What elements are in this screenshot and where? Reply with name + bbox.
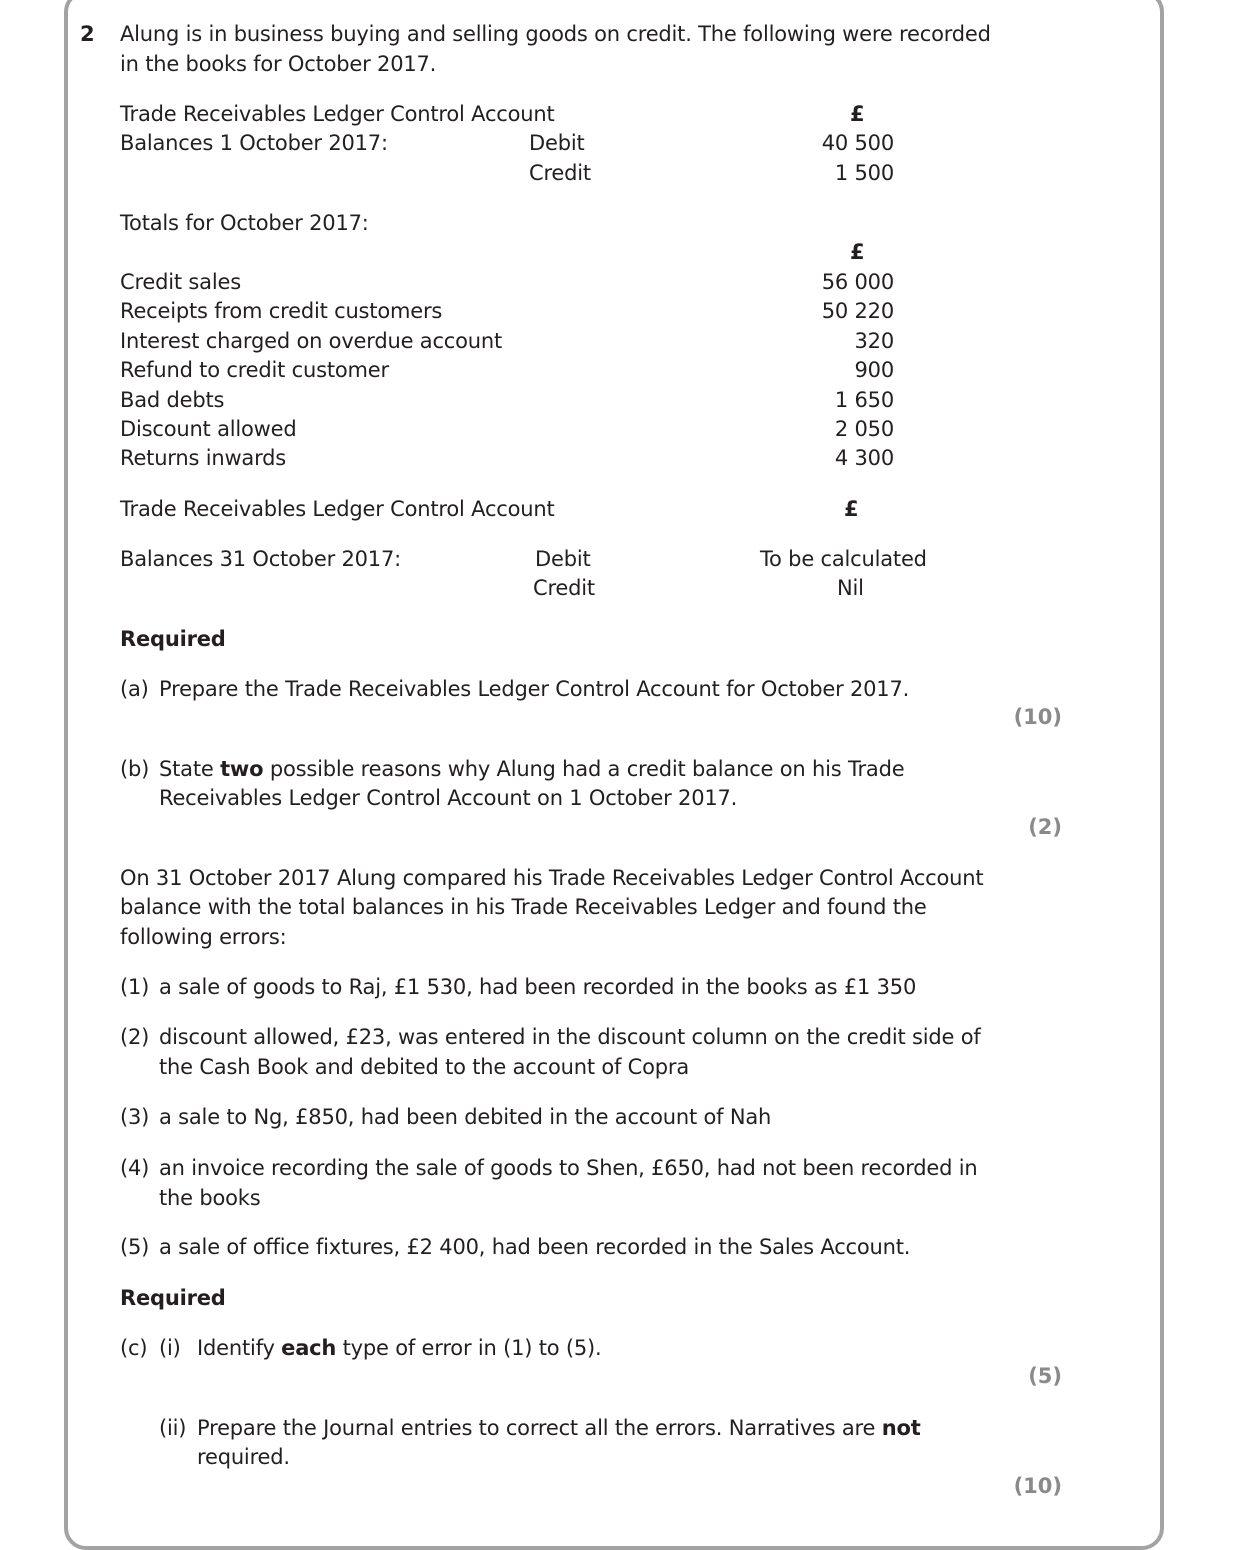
totals-item-label: Interest charged on overdue account <box>120 328 503 353</box>
opening-credit-label: Credit <box>529 161 591 185</box>
totals-item-value: 56 000 <box>821 270 894 294</box>
part-c-ii-marks: (10) <box>1013 1474 1062 1498</box>
totals-item-label: Bad debts <box>120 387 225 412</box>
closing-credit-value: Nil <box>837 576 864 600</box>
part-c-i-pre: Identify <box>197 1336 282 1360</box>
part-c-i-text <box>197 1335 602 1361</box>
question-number: 2 <box>80 22 95 46</box>
intro-line-1: Alung is in business buying and selling goods on credit. The following were recorded <box>120 22 991 46</box>
opening-label: Balances 1 October 2017: <box>120 131 388 155</box>
opening-credit-value: 1 500 <box>834 161 894 185</box>
totals-item-value: 320 <box>854 328 894 353</box>
part-c-i-post: type of error in (1) to (5). <box>336 1336 602 1360</box>
totals-item-label: Receipts from credit customers <box>120 299 443 324</box>
error-text: an invoice recording the sale of goods to Shen, £650, had not been recorded in <box>159 1156 978 1180</box>
part-b-label: (b) <box>120 757 150 781</box>
required-heading-1: Required <box>120 627 226 651</box>
part-b-marks: (2) <box>1028 815 1062 839</box>
error-label: (5) <box>120 1235 150 1259</box>
totals-item-value: 4 300 <box>834 446 894 471</box>
totals-item-label: Refund to credit customer <box>120 358 389 383</box>
totals-currency: £ <box>850 240 865 264</box>
part-b-pre: State <box>159 757 221 781</box>
error-text: the books <box>159 1186 261 1210</box>
totals-item-value: 50 220 <box>821 299 894 324</box>
part-c-i-label: (i) <box>159 1336 181 1360</box>
error-label: (4) <box>120 1156 150 1180</box>
part-a-marks: (10) <box>1013 705 1062 729</box>
error-text: a sale to Ng, £850, had been debited in the account of Nah <box>159 1105 772 1129</box>
error-text: a sale of goods to Raj, £1 530, had been recorded in the books as £1 350 <box>159 975 917 999</box>
error-text: a sale of office fixtures, £2 400, had been recorded in the Sales Account. <box>159 1235 911 1259</box>
part-c-i-bold: each <box>281 1336 337 1360</box>
totals-item-label: Returns inwards <box>120 446 287 471</box>
totals-item-label: Credit sales <box>120 270 241 294</box>
errors-intro-1: On 31 October 2017 Alung compared his Trade Receivables Ledger Control Account <box>120 866 984 890</box>
opening-title: Trade Receivables Ledger Control Account <box>120 102 555 126</box>
part-c-ii-label: (ii) <box>159 1416 187 1440</box>
error-label: (1) <box>120 975 150 999</box>
part-b-line-2: Receivables Ledger Control Account on 1 October 2017. <box>159 786 738 810</box>
totals-item-label: Discount allowed <box>120 417 297 441</box>
errors-intro-2: balance with the total balances in his Trade Receivables Ledger and found the <box>120 895 927 919</box>
required-heading-2: Required <box>120 1286 226 1310</box>
part-c-ii-bold: not <box>881 1416 921 1440</box>
part-a-text: Prepare the Trade Receivables Ledger Control Account for October 2017. <box>159 677 910 701</box>
totals-title: Totals for October 2017: <box>120 211 369 235</box>
part-c-label: (c) <box>120 1336 148 1360</box>
closing-credit-label: Credit <box>533 576 595 600</box>
closing-title: Trade Receivables Ledger Control Account <box>120 497 555 521</box>
errors-intro-3: following errors: <box>120 925 287 949</box>
opening-currency: £ <box>850 102 865 126</box>
part-b-post: possible reasons why Alung had a credit balance on his Trade <box>263 757 905 781</box>
part-c-i-marks: (5) <box>1028 1364 1062 1388</box>
opening-debit-value: 40 500 <box>821 131 894 155</box>
error-text: the Cash Book and debited to the account of Copra <box>159 1055 689 1079</box>
totals-item-value: 900 <box>854 358 894 383</box>
intro-line-2: in the books for October 2017. <box>120 52 437 76</box>
opening-debit-label: Debit <box>529 131 585 155</box>
closing-debit-label: Debit <box>535 547 591 571</box>
part-c-ii-text <box>197 1415 921 1441</box>
error-label: (3) <box>120 1105 150 1129</box>
error-label: (2) <box>120 1025 150 1049</box>
error-text: discount allowed, £23, was entered in the discount column on the credit side of <box>159 1025 981 1049</box>
closing-debit-value: To be calculated <box>760 547 927 571</box>
totals-item-value: 1 650 <box>834 387 894 412</box>
closing-currency: £ <box>844 497 859 521</box>
part-b-text <box>159 756 904 782</box>
totals-item-value: 2 050 <box>834 417 894 441</box>
closing-label: Balances 31 October 2017: <box>120 547 402 571</box>
part-b-bold: two <box>220 757 264 781</box>
part-c-ii-line-2: required. <box>197 1445 290 1469</box>
part-a-label: (a) <box>120 677 149 701</box>
part-c-ii-pre: Prepare the Journal entries to correct all the errors. Narratives are <box>197 1416 882 1440</box>
